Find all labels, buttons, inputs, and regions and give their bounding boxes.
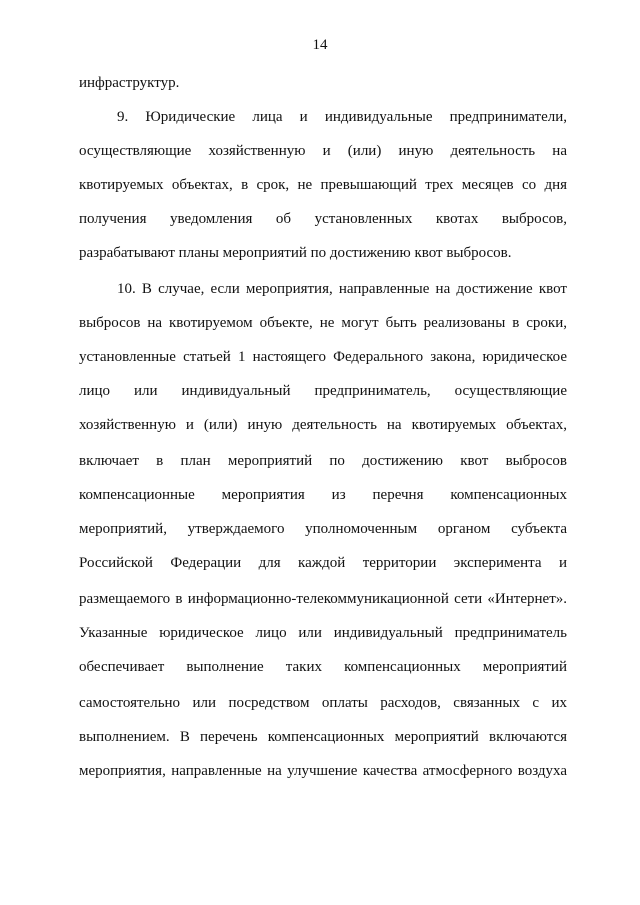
text-line: самостоятельно или посредством оплаты расходов, связанных с их [79, 695, 567, 711]
text-line: мероприятия, направленные на улучшение качества атмосферного воздуха [79, 763, 567, 779]
text-line: лицо или индивидуальный предприниматель, осуществляющие [79, 383, 567, 399]
text-line: осуществляющие хозяйственную и (или) иную деятельность на [79, 143, 567, 159]
text-line: Указанные юридическое лицо или индивидуальный предприниматель [79, 625, 567, 641]
text-line: 10. В случае, если мероприятия, направленные на достижение квот [117, 281, 567, 297]
text-line: компенсационные мероприятия из перечня компенсационных [79, 487, 567, 503]
text-line: включает в план мероприятий по достижению квот выбросов [79, 453, 567, 469]
text-line: установленные статьей 1 настоящего Федерального закона, юридическое [79, 349, 567, 365]
text-line: получения уведомления об установленных квотах выбросов, [79, 211, 567, 227]
text-line: разрабатывают планы мероприятий по достижению квот выбросов. [79, 245, 512, 261]
text-line: хозяйственную и (или) иную деятельность на квотируемых объектах, [79, 417, 567, 433]
text-line: мероприятий, утверждаемого уполномоченным органом субъекта [79, 521, 567, 537]
text-line: Российской Федерации для каждой территории эксперимента и [79, 555, 567, 571]
text-line: размещаемого в информационно-телекоммуникационной сети «Интернет». [79, 591, 567, 607]
page-number: 14 [312, 37, 328, 53]
text-line: выбросов на квотируемом объекте, не могут быть реализованы в сроки, [79, 315, 567, 331]
text-line: 9. Юридические лица и индивидуальные предприниматели, [117, 109, 567, 125]
text-line: квотируемых объектах, в срок, не превышающий трех месяцев со дня [79, 177, 567, 193]
text-line: обеспечивает выполнение таких компенсационных мероприятий [79, 659, 567, 675]
text-line: инфраструктур. [79, 75, 180, 91]
text-line: выполнением. В перечень компенсационных мероприятий включаются [79, 729, 567, 745]
